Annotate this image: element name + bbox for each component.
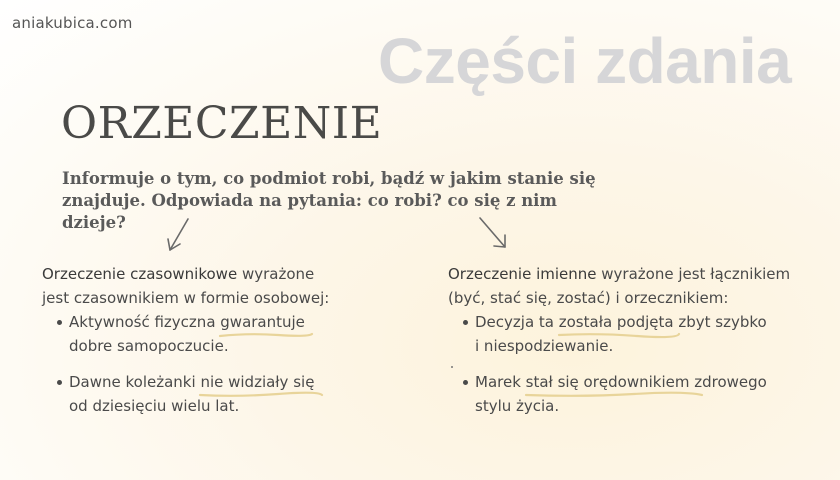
right-column (448, 262, 828, 418)
left-desc-1: wyrażone (237, 265, 315, 283)
highlighted-predicate: została podjęta (559, 310, 674, 334)
example-text-post: zdrowego (689, 373, 767, 391)
right-description (448, 262, 828, 286)
bullet-icon (463, 380, 468, 385)
left-column (42, 262, 412, 418)
bullet-icon (57, 380, 62, 385)
arrow-right-icon (475, 214, 515, 254)
bullet-icon (463, 320, 468, 325)
right-desc-1: wyrażone jest łącznikiem (596, 265, 791, 283)
example-text-post: zbyt szybko (673, 313, 767, 331)
list-item (42, 370, 412, 418)
example-text: Decyzja ta (475, 313, 559, 331)
highlighted-predicate: stał się orędownikiem (526, 370, 690, 394)
intro-line-1: Informuje o tym, co podmiot robi, bądź w jakim stanie się (62, 169, 596, 188)
example-line-2: dobre samopoczucie. (69, 337, 229, 355)
example-text: Dawne koleżanki (69, 373, 201, 391)
list-item (448, 310, 828, 358)
slide-title: Części zdania (378, 25, 792, 97)
site-url: aniakubica.com (12, 14, 133, 32)
right-term: Orzeczenie imienne (448, 265, 597, 283)
right-desc-2: (być, stać się, zostać) i orzecznikiem: (448, 289, 729, 307)
left-term: Orzeczenie czasownikowe (42, 265, 238, 283)
list-item (448, 370, 828, 418)
stray-dot (451, 366, 453, 368)
left-desc-2: jest czasownikiem w formie osobowej: (42, 289, 330, 307)
left-description (42, 262, 412, 286)
list-item (42, 310, 412, 358)
example-line-2: od dziesięciu wielu lat. (69, 397, 240, 415)
arrow-left-icon (160, 215, 200, 255)
example-line-2: i niespodziewanie. (475, 337, 614, 355)
intro-line-2: znajduje. Odpowiada na pytania: co robi? co się z nim dzieje? (62, 191, 557, 232)
example-text: Marek (475, 373, 526, 391)
highlighted-predicate: nie widziały się (200, 370, 314, 394)
example-line-2: stylu życia. (475, 397, 560, 415)
bullet-icon (57, 320, 62, 325)
highlighted-predicate: gwarantuje (220, 310, 305, 334)
example-text: Aktywność fizyczna (69, 313, 221, 331)
section-heading: ORZECZENIE (61, 98, 383, 149)
intro-text (62, 168, 622, 234)
